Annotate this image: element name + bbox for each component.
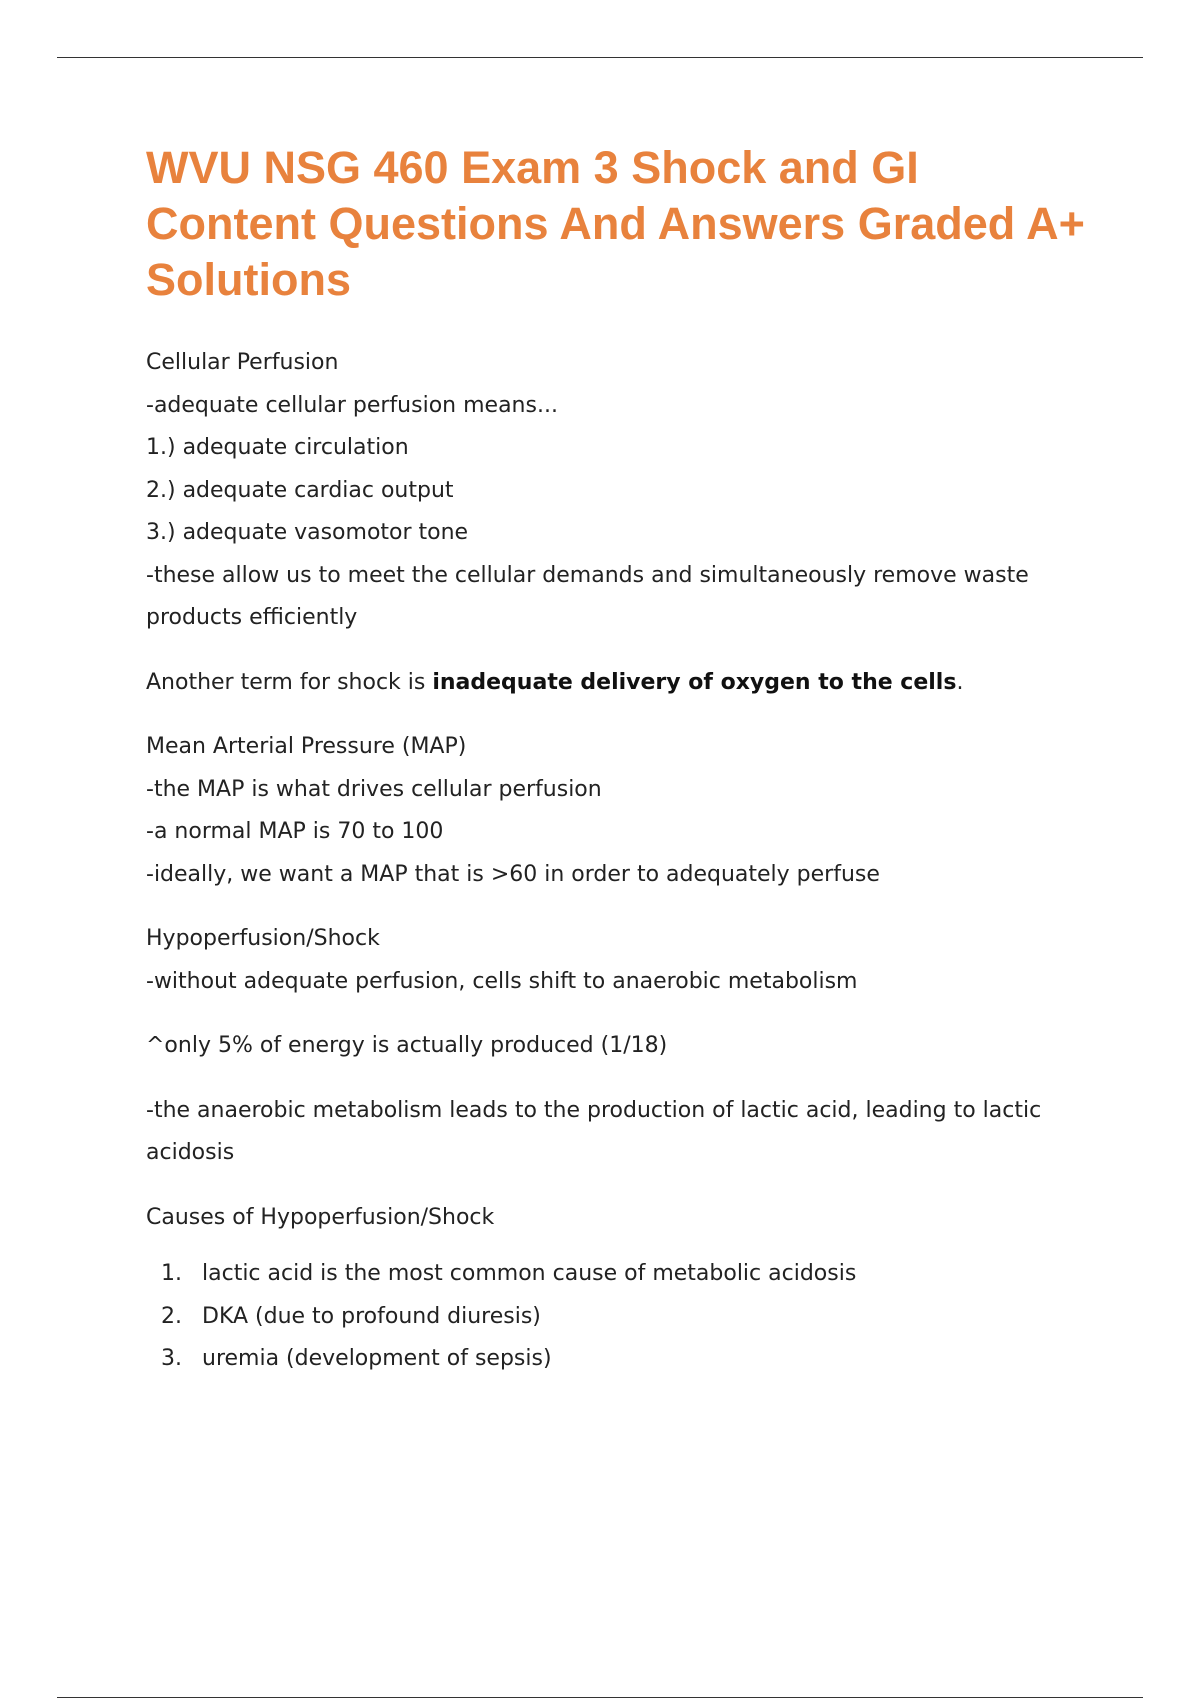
causes-section [146,1197,1096,1381]
text-line: -the anaerobic metabolism leads to the production of lactic acid, leading to lactic [146,1097,1042,1123]
shock-term-paragraph [146,662,1096,705]
document-title: WVU NSG 460 Exam 3 Shock and GI Content Questions And Answers Graded A+ Solutions [146,142,1085,305]
list-item [146,1253,1096,1296]
cellular-perfusion-section [146,342,1096,640]
energy-note: ^only 5% of energy is actually produced (1/18) [146,1033,668,1058]
hypoperfusion-section [146,918,1096,1003]
map-section [146,726,1096,896]
list-item [146,1296,1096,1339]
section-heading: Causes of Hypoperfusion/Shock [146,1204,495,1230]
list-number: 2. [161,1303,182,1329]
text-line: 2.) adequate cardiac output [146,477,454,503]
text-line: 1.) adequate circulation [146,435,409,460]
list-item [146,1338,1096,1381]
text-line: -these allow us to meet the cellular demands and simultaneously remove waste [146,562,1029,588]
text-line: products efficiently [146,605,358,630]
top-rule [57,57,1143,58]
text-line: -adequate cellular perfusion means... [146,392,558,418]
text-line: acidosis [146,1140,235,1165]
shock-term-suffix: . [956,669,964,695]
shock-term-section [146,662,1096,705]
lactic-section [146,1090,1096,1175]
document-body [146,140,1096,1403]
list-item-text: DKA (due to profound diuresis) [202,1303,541,1329]
shock-term-bold: inadequate delivery of oxygen to the cells [432,669,957,695]
causes-list [146,1239,1096,1381]
list-number: 1. [161,1261,182,1286]
section-heading: Mean Arterial Pressure (MAP) [146,734,467,759]
text-line: -a normal MAP is 70 to 100 [146,819,444,844]
list-item-text: lactic acid is the most common cause of metabolic acidosis [202,1261,857,1286]
bottom-rule [57,1697,1143,1698]
text-line: -ideally, we want a MAP that is >60 in order to adequately perfuse [146,861,880,887]
text-line: -the MAP is what drives cellular perfusion [146,776,602,802]
section-heading: Hypoperfusion/Shock [146,926,380,951]
text-line: 3.) adequate vasomotor tone [146,520,469,545]
section-heading: Cellular Perfusion [146,350,339,375]
shock-term-prefix: Another term for shock is [146,669,433,695]
text-line: -without adequate perfusion, cells shift to anaerobic metabolism [146,968,858,994]
list-item-text: uremia (development of sepsis) [202,1346,552,1371]
list-number: 3. [161,1346,182,1371]
energy-note-section [146,1025,1096,1068]
